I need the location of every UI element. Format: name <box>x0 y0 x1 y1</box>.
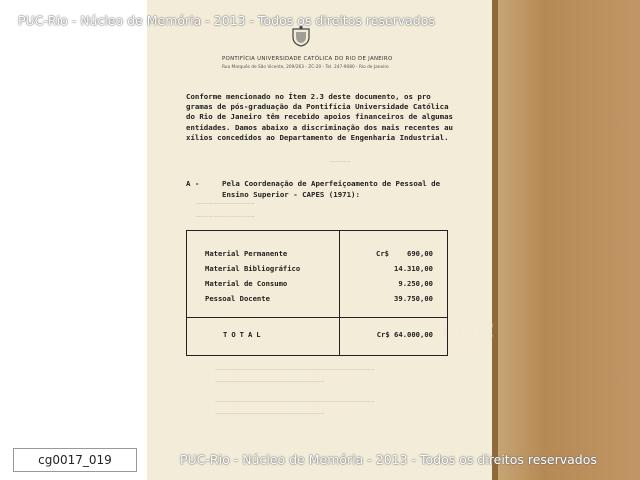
table-row-label: Material de Consumo <box>205 279 288 288</box>
letterhead-address: Rua Marquês de São Vicente, 209/263 - ZC-20 - Tel. 247-9080 - Rio de Janeiro <box>222 65 389 70</box>
table-row-value: 39.750,00 <box>394 294 433 303</box>
table-total-value: Cr$ 64.000,00 <box>376 330 433 339</box>
document-id-label: cg0017_019 <box>13 448 137 472</box>
bleed-through-mark: ~~~~~~~~~~~~~~~~~~~~~~~~~~~~~~~~~~~~~~ <box>215 366 376 374</box>
table-total-divider <box>187 317 447 318</box>
table-row-label: Material Permanente <box>205 249 288 258</box>
book-binding-edge <box>492 0 640 480</box>
bleed-through-mark: ~~~~~~~~~~~~~~~~~~~~~~~~~~~~~~~~~~~~~~ <box>215 398 376 406</box>
item-title-line: Ensino Superior - CAPES (1971): <box>222 189 360 199</box>
paragraph-line: do Rio de Janeiro têm recebido apoios financeiros de algumas <box>186 112 453 122</box>
item-title-line: Pela Coordenação de Aperfeiçoamento de Pessoal de <box>222 179 441 188</box>
table-row-label: Pessoal Docente <box>205 294 270 303</box>
funding-table <box>186 230 448 356</box>
paragraph-line: entidades. Damos abaixo a discriminação dos mais recentes au <box>186 122 453 132</box>
table-row-value: 690,00 <box>407 249 433 258</box>
table-row-value: 14.310,00 <box>394 264 433 273</box>
bleed-through-mark: ~~~~~~~~~~~~~~~~~~~~~~~~~~ <box>215 410 325 418</box>
puc-logo-watermark: PUC <box>440 318 495 346</box>
bleed-through-mark: ~~~~~ <box>330 158 352 166</box>
copyright-watermark-top: PUC-Rio - Núcleo de Memória - 2013 - Todos os direitos reservados <box>18 13 435 28</box>
paragraph-line: xílios concedidos ao Departamento de Engenharia Industrial. <box>186 132 449 142</box>
table-column-divider <box>339 231 340 355</box>
binding-shadow <box>492 0 498 480</box>
table-row-label: Material Bibliográfico <box>205 264 301 273</box>
table-row-value: 9.250,00 <box>398 279 433 288</box>
table-row-currency: Cr$ <box>376 249 389 258</box>
bleed-through-mark: ~~~~~~~~~~~~~~ <box>196 200 256 208</box>
table-total-label: TOTAL <box>223 330 265 339</box>
bleed-through-mark: ~~~~~~~~~~~~~~~~~~~~~~~~~~ <box>215 378 325 386</box>
item-title <box>222 179 440 200</box>
item-marker: A - <box>186 179 200 188</box>
copyright-watermark-bottom: PUC-Rio - Núcleo de Memória - 2013 - Todos os direitos reservados <box>180 452 597 467</box>
bleed-through-mark: ~~~~~~~~~~~~~~ <box>196 213 256 221</box>
university-seal-icon <box>290 25 312 47</box>
paragraph-line: Conforme mencionado no Ítem 2.3 deste documento, os pro <box>186 92 431 101</box>
paragraph-line: gramas de pós-graduação da Pontifícia Universidade Católica <box>186 102 449 112</box>
letterhead-institution: PONTIFÍCIA UNIVERSIDADE CATÓLICA DO RIO DE JANEIRO <box>222 56 393 62</box>
body-paragraph <box>186 92 453 143</box>
